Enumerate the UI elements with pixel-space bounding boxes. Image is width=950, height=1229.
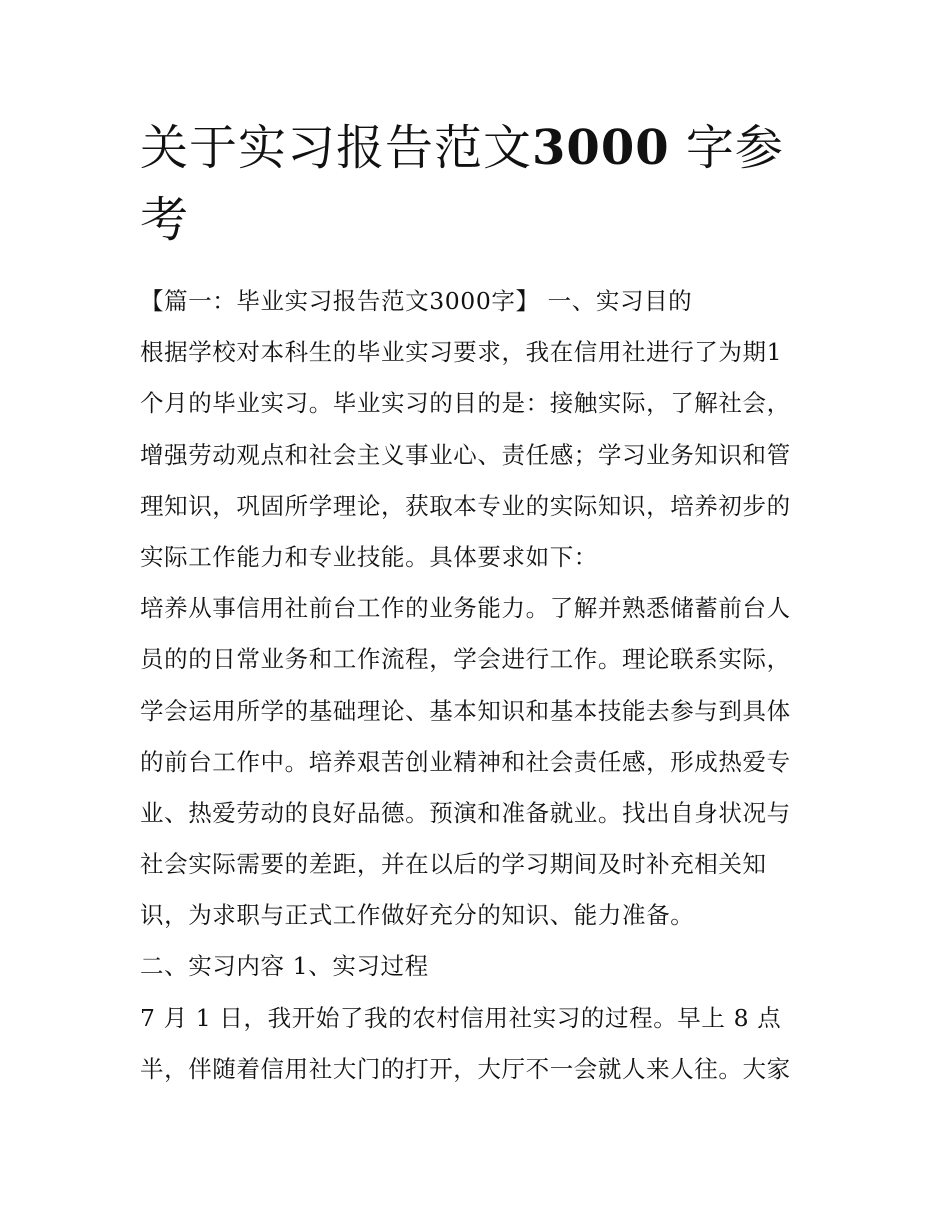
- body-line: 7 月 1 日，我开始了我的农村信用社实习的过程。早上 8 点: [140, 1003, 782, 1032]
- body-line: 的前台工作中。培养艰苦创业精神和社会责任感，形成热爱专: [140, 747, 791, 776]
- body-line: 二、实习内容 1、实习过程: [140, 952, 429, 981]
- body-line: 识，为求职与正式工作做好充分的知识、能力准备。: [140, 901, 695, 930]
- title-text-part1: 关于实习报告范文: [140, 120, 533, 176]
- title-text-part2: 字参: [685, 120, 784, 176]
- body-line: 业、热爱劳动的良好品德。预演和准备就业。找出自身状况与: [140, 798, 791, 827]
- body-line: 实际工作能力和专业技能。具体要求如下：: [140, 542, 598, 571]
- body-line: 个月的毕业实习。毕业实习的目的是：接触实际，了解社会，: [140, 389, 791, 418]
- document-title: [140, 112, 820, 256]
- body-line: 理知识，巩固所学理论，获取本专业的实际知识，培养初步的: [140, 491, 791, 520]
- body-line: 增强劳动观点和社会主义事业心、责任感；学习业务知识和管: [140, 440, 791, 469]
- body-line: 学会运用所学的基础理论、基本知识和基本技能去参与到具体: [140, 696, 791, 725]
- title-number: 3000: [532, 120, 670, 176]
- title-text-line2: 考: [140, 192, 190, 248]
- body-line: 社会实际需要的差距，并在以后的学习期间及时补充相关知: [140, 850, 767, 879]
- body-line: 【篇一：毕业实习报告范文3000字】 一、实习目的: [140, 287, 693, 315]
- document-body: [140, 282, 820, 1101]
- body-line: 培养从事信用社前台工作的业务能力。了解并熟悉储蓄前台人: [140, 594, 791, 623]
- body-line: 员的的日常业务和工作流程，学会进行工作。理论联系实际，: [140, 645, 791, 674]
- body-line: 半，伴随着信用社大门的打开，大厅不一会就人来人往。大家: [140, 1054, 791, 1083]
- body-line: 根据学校对本科生的毕业实习要求，我在信用社进行了为期1: [140, 338, 783, 367]
